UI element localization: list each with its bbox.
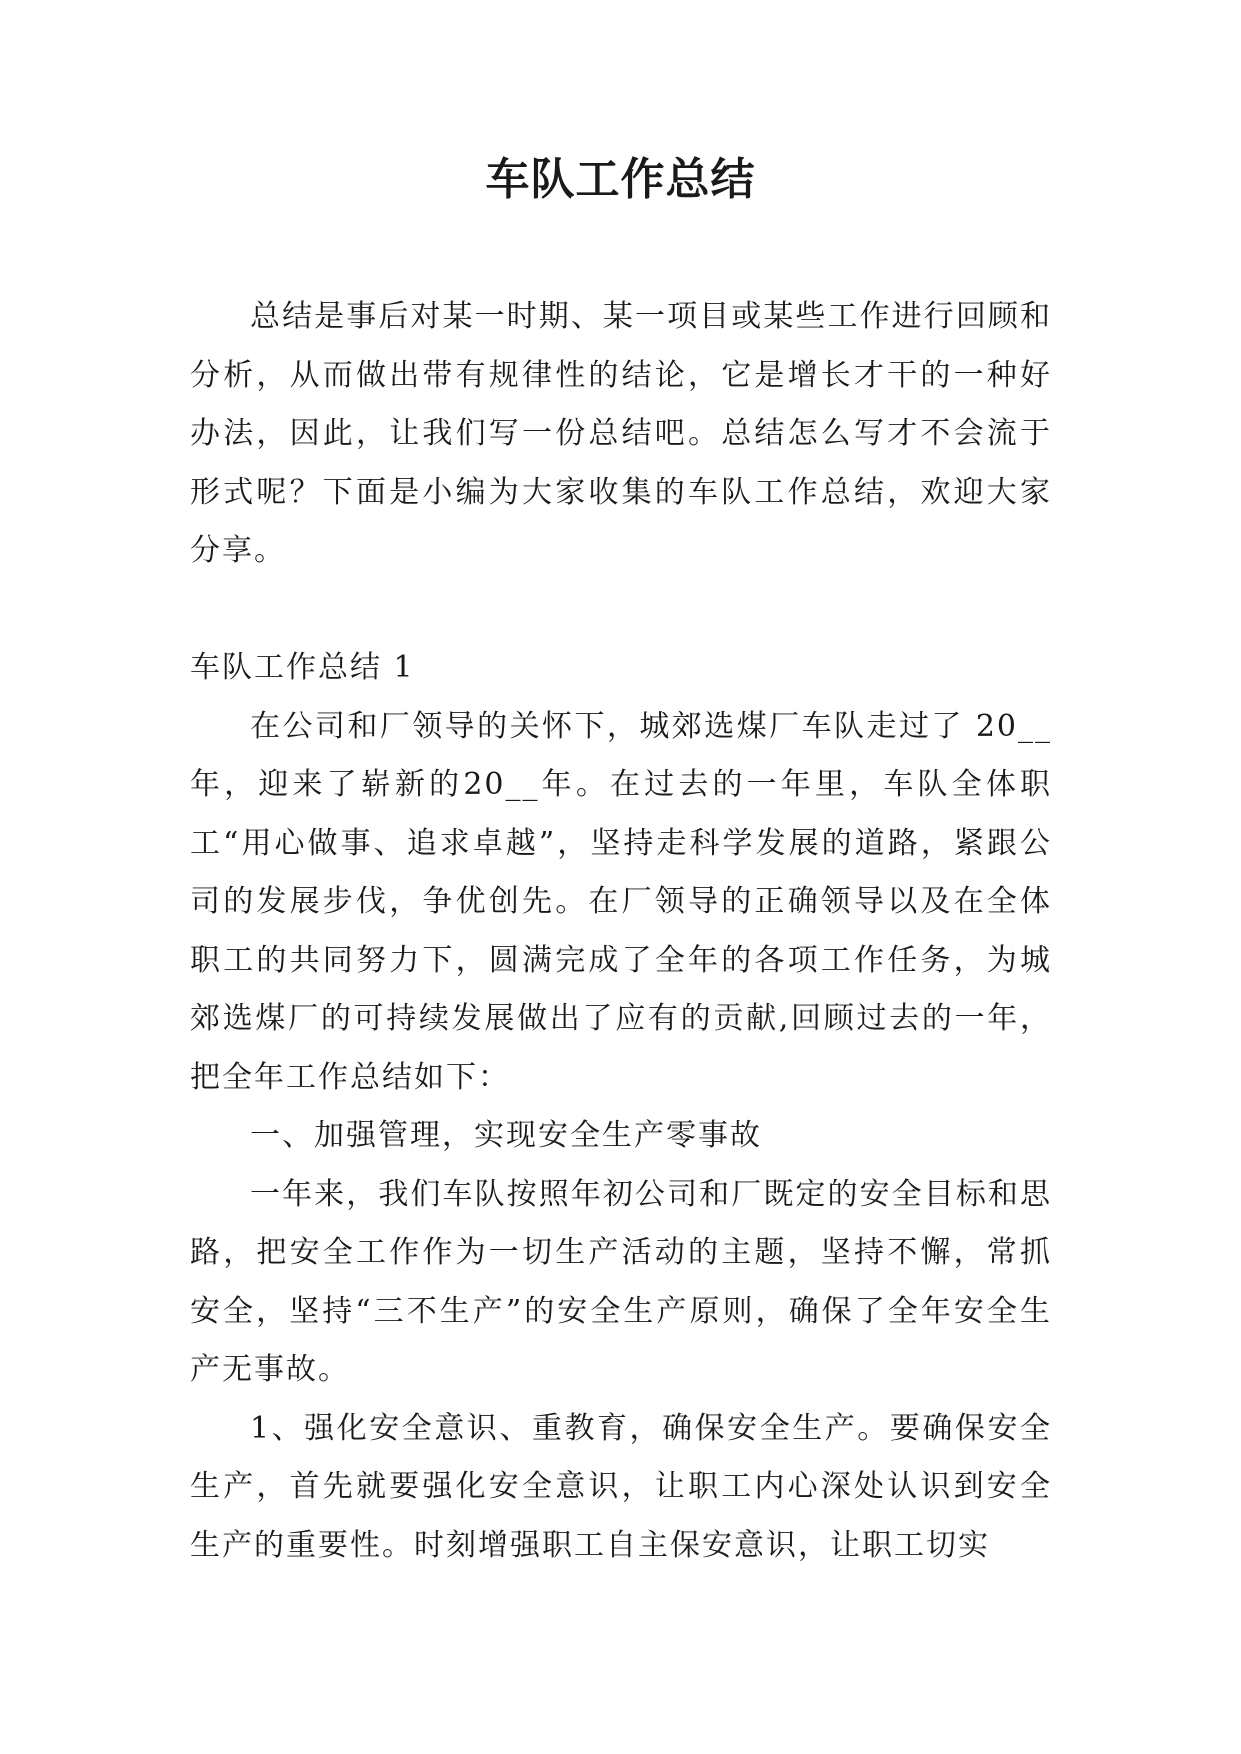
document-title: 车队工作总结 [485, 154, 756, 205]
section-heading: 车队工作总结 1 [190, 650, 415, 685]
document-body [190, 288, 1052, 1575]
body-paragraph-1: 在公司和厂领导的关怀下，城郊选煤厂车队走过了 20__年，迎来了崭新的20__年。在过去的一年里，车队全体职工“用心做事、追求卓越”，坚持走科学发展的道路，紧跟公司的发展步伐，争优创先。在厂领导的正确领导以及在全体职工的共同努力下，圆满完成了全年的各项工作任务，为城郊选煤厂的可持续发展做出了应有的贡献,回顾过去的一年，把全年工作总结如下： [190, 708, 1052, 1095]
body-paragraph-3: 1、强化安全意识、重教育，确保安全生产。要确保安全生产，首先就要强化安全意识，让职工内心深处认识到安全生产的重要性。时刻增强职工自主保安意识，让职工切实 [190, 1410, 1052, 1563]
intro-paragraph: 总结是事后对某一时期、某一项目或某些工作进行回顾和分析，从而做出带有规律性的结论，它是增长才干的一种好办法，因此，让我们写一份总结吧。总结怎么写才不会流于形式呢？下面是小编为大家收集的车队工作总结，欢迎大家分享。 [190, 299, 1052, 568]
body-paragraph-2: 一年来，我们车队按照年初公司和厂既定的安全目标和思路，把安全工作作为一切生产活动的主题，坚持不懈，常抓安全，坚持“三不生产”的安全生产原则，确保了全年安全生产无事故。 [190, 1176, 1052, 1387]
subheading-safety: 一、加强管理，实现安全生产零事故 [250, 1118, 762, 1153]
paragraph-spacer [190, 581, 1052, 640]
